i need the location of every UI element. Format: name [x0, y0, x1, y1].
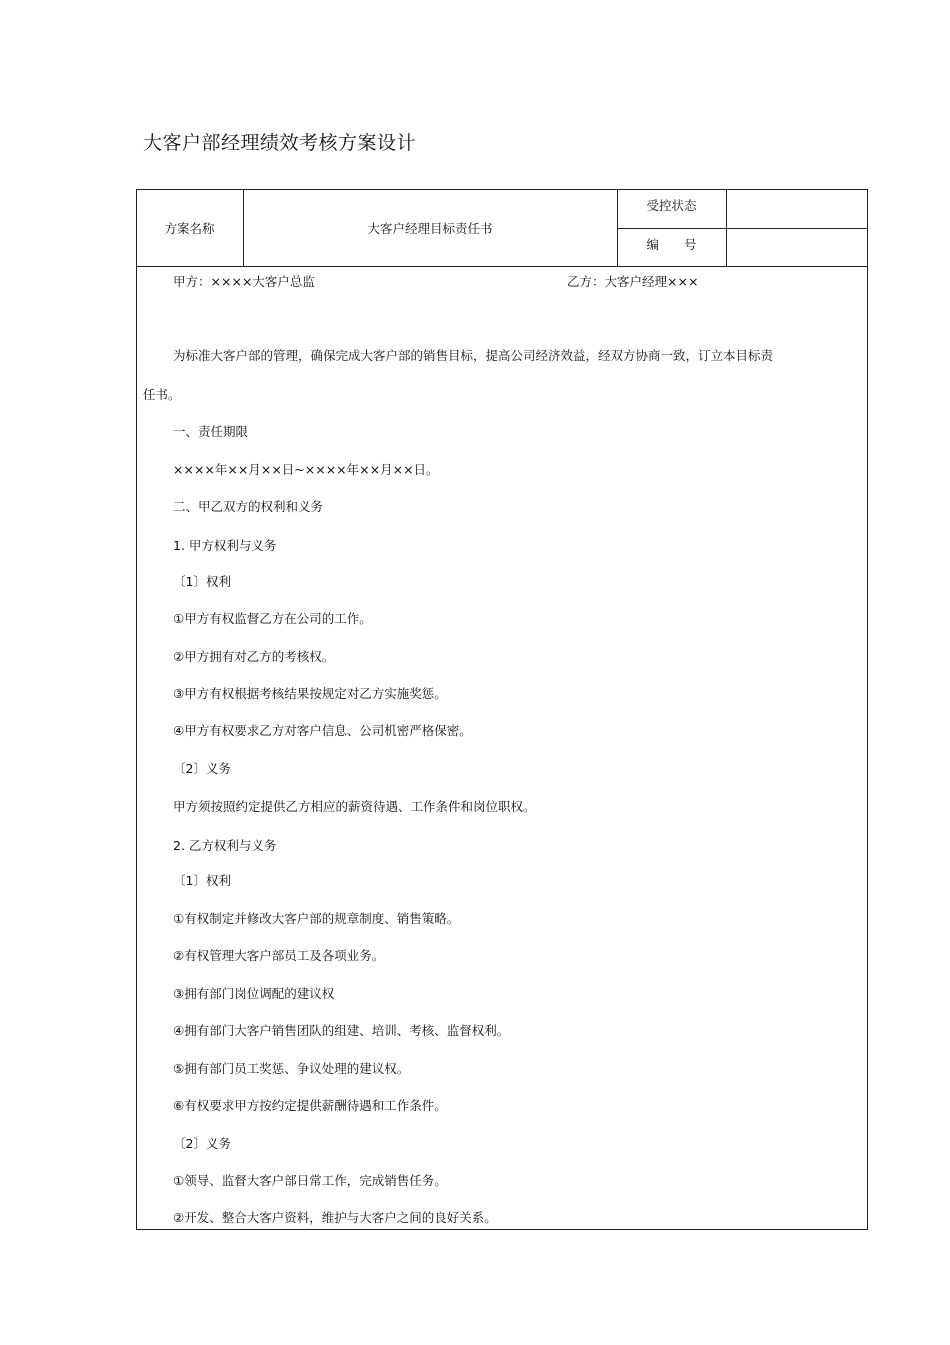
- section-2-heading: 二、甲乙双方的权利和义务: [173, 499, 324, 514]
- party-b-right-item: ①有权制定并修改大客户部的规章制度、销售策略。: [173, 911, 460, 926]
- scheme-name-value: 大客户经理目标责任书: [367, 220, 493, 236]
- party-b-right-item: ⑤拥有部门员工奖惩、争议处理的建议权。: [173, 1061, 410, 1076]
- party-a: 甲方：××××大客户总监: [173, 274, 315, 289]
- party-a-rights-heading: 〔1〕权利: [173, 574, 231, 589]
- number-value: [726, 228, 868, 266]
- scheme-name-label: 方案名称: [164, 220, 215, 236]
- number-label: 编 号: [646, 237, 697, 252]
- party-b-duty-item: ①领导、监督大客户部日常工作，完成销售任务。: [173, 1173, 447, 1188]
- control-status-value: [726, 189, 868, 228]
- party-a-duties-heading: 〔2〕义务: [173, 761, 231, 776]
- party-b: 乙方：大客户经理×××: [567, 274, 699, 289]
- party-a-heading: 1. 甲方权利与义务: [173, 538, 277, 553]
- section-1-period: ××××年××月××日~××××年××月××日。: [173, 462, 439, 477]
- party-b-right-item: ②有权管理大客户部员工及各项业务。: [173, 948, 385, 963]
- party-b-duties-heading: 〔2〕义务: [173, 1136, 231, 1151]
- party-a-right-item: ①甲方有权监督乙方在公司的工作。: [173, 611, 372, 626]
- party-a-duty-item: 甲方须按照约定提供乙方相应的薪资待遇、工作条件和岗位职权。: [173, 799, 536, 814]
- party-b-duty-item: ②开发、整合大客户资料，维护与大客户之间的良好关系。: [173, 1210, 497, 1225]
- intro-paragraph-line-2: 任书。: [143, 387, 181, 402]
- party-b-right-item: ⑥有权要求甲方按约定提供薪酬待遇和工作条件。: [173, 1098, 447, 1113]
- party-a-right-item: ②甲方拥有对乙方的考核权。: [173, 649, 335, 664]
- party-a-right-item: ④甲方有权要求乙方对客户信息、公司机密严格保密。: [173, 723, 472, 738]
- document-title: 大客户部经理绩效考核方案设计: [143, 132, 417, 154]
- party-b-right-item: ④拥有部门大客户销售团队的组建、培训、考核、监督权利。: [173, 1023, 510, 1038]
- party-b-heading: 2. 乙方权利与义务: [173, 838, 277, 853]
- control-status-label: 受控状态: [646, 198, 697, 213]
- section-1-heading: 一、责任期限: [173, 424, 249, 439]
- intro-paragraph-line-1: 为标准大客户部的管理，确保完成大客户部的销售目标，提高公司经济效益，经双方协商一致，订立本目标责: [173, 348, 774, 363]
- party-b-rights-heading: 〔1〕权利: [173, 873, 231, 888]
- header-bottom-border: [136, 266, 868, 267]
- party-a-right-item: ③甲方有权根据考核结果按规定对乙方实施奖惩。: [173, 686, 447, 701]
- party-b-right-item: ③拥有部门岗位调配的建议权: [173, 986, 335, 1001]
